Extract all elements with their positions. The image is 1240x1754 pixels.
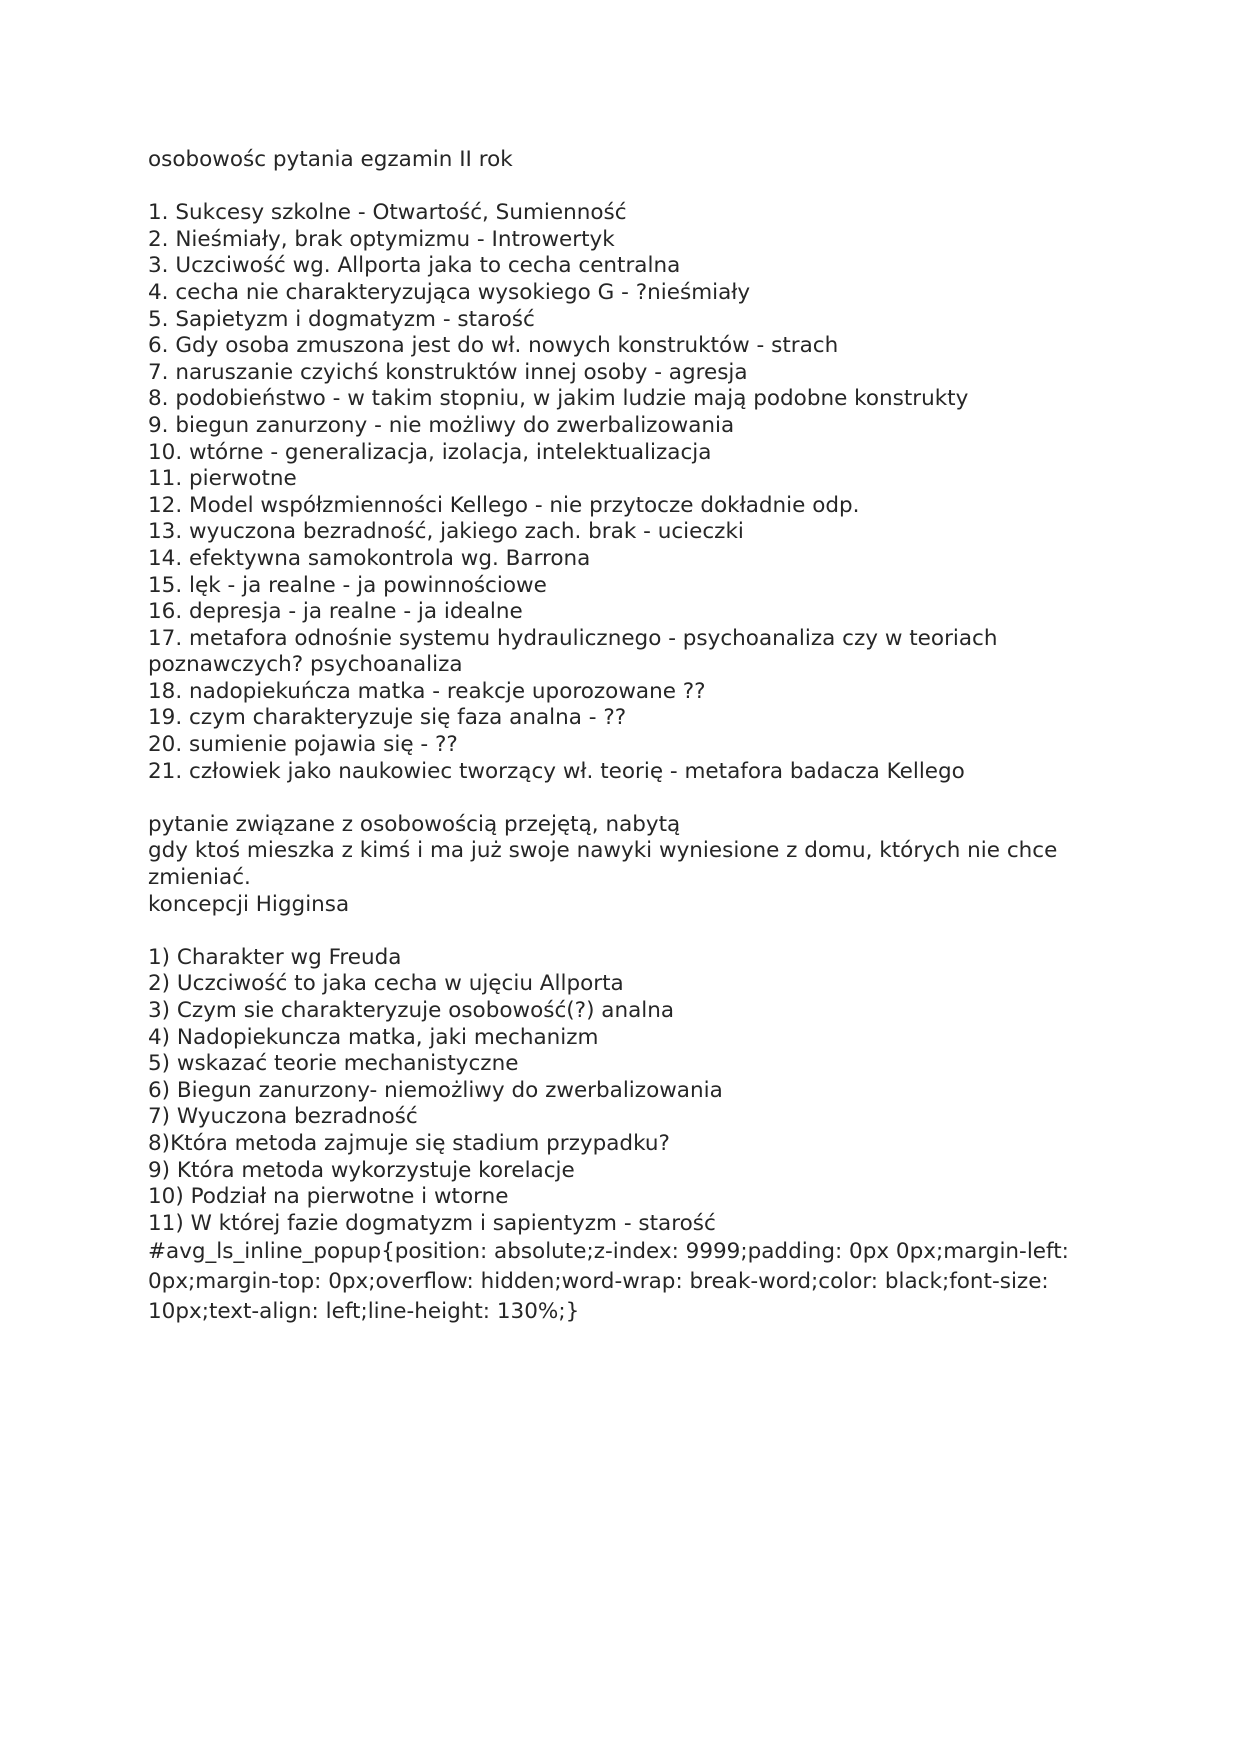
list-item: 5) wskazać teorie mechanistyczne (148, 1051, 519, 1077)
list-item: 3. Uczciwość wg. Allporta jaka to cecha centralna (148, 253, 681, 279)
list-item: 6. Gdy osoba zmuszona jest do wł. nowych konstruktów - strach (148, 333, 839, 359)
list-item: 2. Nieśmiały, brak optymizmu - Introwertyk (148, 226, 615, 252)
list-item: 18. nadopiekuńcza matka - reakcje uporozowane ?? (148, 678, 706, 704)
list-item: 7. naruszanie czyichś konstruktów innej osoby - agresja (148, 359, 748, 385)
list-item: 4) Nadopiekuncza matka, jaki mechanizm (148, 1024, 599, 1050)
css-text-block: #avg_ls_inline_popup{position: absolute;z-index: 9999;padding: 0px 0px;margin-left: 0px;margin-top: 0px;overflow: hidden;word-wrap: break-word;color: black;font-size: 10px;text-align: left;line-height: 130%;} (148, 1239, 1069, 1325)
paragraph-line: pytanie związane z osobowością przejętą, nabytą (148, 811, 681, 837)
paragraph-line: gdy ktoś mieszka z kimś i ma już swoje nawyki wyniesione z domu, których nie chce zmieniać. (148, 838, 1058, 891)
question-list-1 (148, 200, 1108, 785)
list-item: 8)Która metoda zajmuje się stadium przypadku? (148, 1130, 670, 1156)
list-item: 10) Podział na pierwotne i wtorne (148, 1184, 509, 1210)
list-item: 11) W której fazie dogmatyzm i sapientyzm - starość (148, 1210, 716, 1236)
list-item: 19. czym charakteryzuje się faza analna - ?? (148, 705, 627, 731)
document-content (148, 147, 1108, 1327)
list-item: 12. Model współzmienności Kellego - nie przytocze dokładnie odp. (148, 492, 860, 518)
document-title: osobowośc pytania egzamin II rok (148, 147, 513, 172)
list-item: 17. metafora odnośnie systemu hydraulicznego - psychoanaliza czy w teoriach poznawczych? psychoanaliza (148, 625, 998, 678)
list-item: 8. podobieństwo - w takim stopniu, w jakim ludzie mają podobne konstrukty (148, 386, 969, 412)
list-item: 14. efektywna samokontrola wg. Barrona (148, 545, 591, 571)
list-item: 6) Biegun zanurzony- niemożliwy do zwerbalizowania (148, 1077, 723, 1103)
list-item: 5. Sapietyzm i dogmatyzm - starość (148, 306, 535, 332)
list-item: 21. człowiek jako naukowiec tworzący wł. teorię - metafora badacza Kellego (148, 758, 965, 784)
paragraph-block (148, 812, 1108, 918)
list-item: 20. sumienie pojawia się - ?? (148, 732, 458, 758)
list-item: 2) Uczciwość to jaka cecha w ujęciu Allporta (148, 971, 624, 997)
list-item: 15. lęk - ja realne - ja powinnościowe (148, 572, 547, 598)
list-item: 13. wyuczona bezradność, jakiego zach. brak - ucieczki (148, 519, 744, 545)
list-item: 7) Wyuczona bezradność (148, 1104, 418, 1130)
blank-line (148, 785, 1108, 812)
list-item: 1. Sukcesy szkolne - Otwartość, Sumienność (148, 200, 627, 226)
list-item: 11. pierwotne (148, 466, 297, 492)
list-item: 9) Która metoda wykorzystuje korelacje (148, 1157, 575, 1183)
list-item: 1) Charakter wg Freuda (148, 944, 402, 970)
list-item: 3) Czym sie charakteryzuje osobowość(?) analna (148, 998, 675, 1023)
question-list-2 (148, 945, 1108, 1238)
paragraph-line: koncepcji Higginsa (148, 891, 350, 917)
blank-line (148, 174, 1108, 201)
list-item: 10. wtórne - generalizacja, izolacja, intelektualizacja (148, 439, 712, 465)
list-item: 9. biegun zanurzony - nie możliwy do zwerbalizowania (148, 412, 735, 438)
list-item: 16. depresja - ja realne - ja idealne (148, 599, 523, 625)
blank-line (148, 918, 1108, 945)
list-item: 4. cecha nie charakteryzująca wysokiego G - ?nieśmiały (148, 279, 751, 305)
